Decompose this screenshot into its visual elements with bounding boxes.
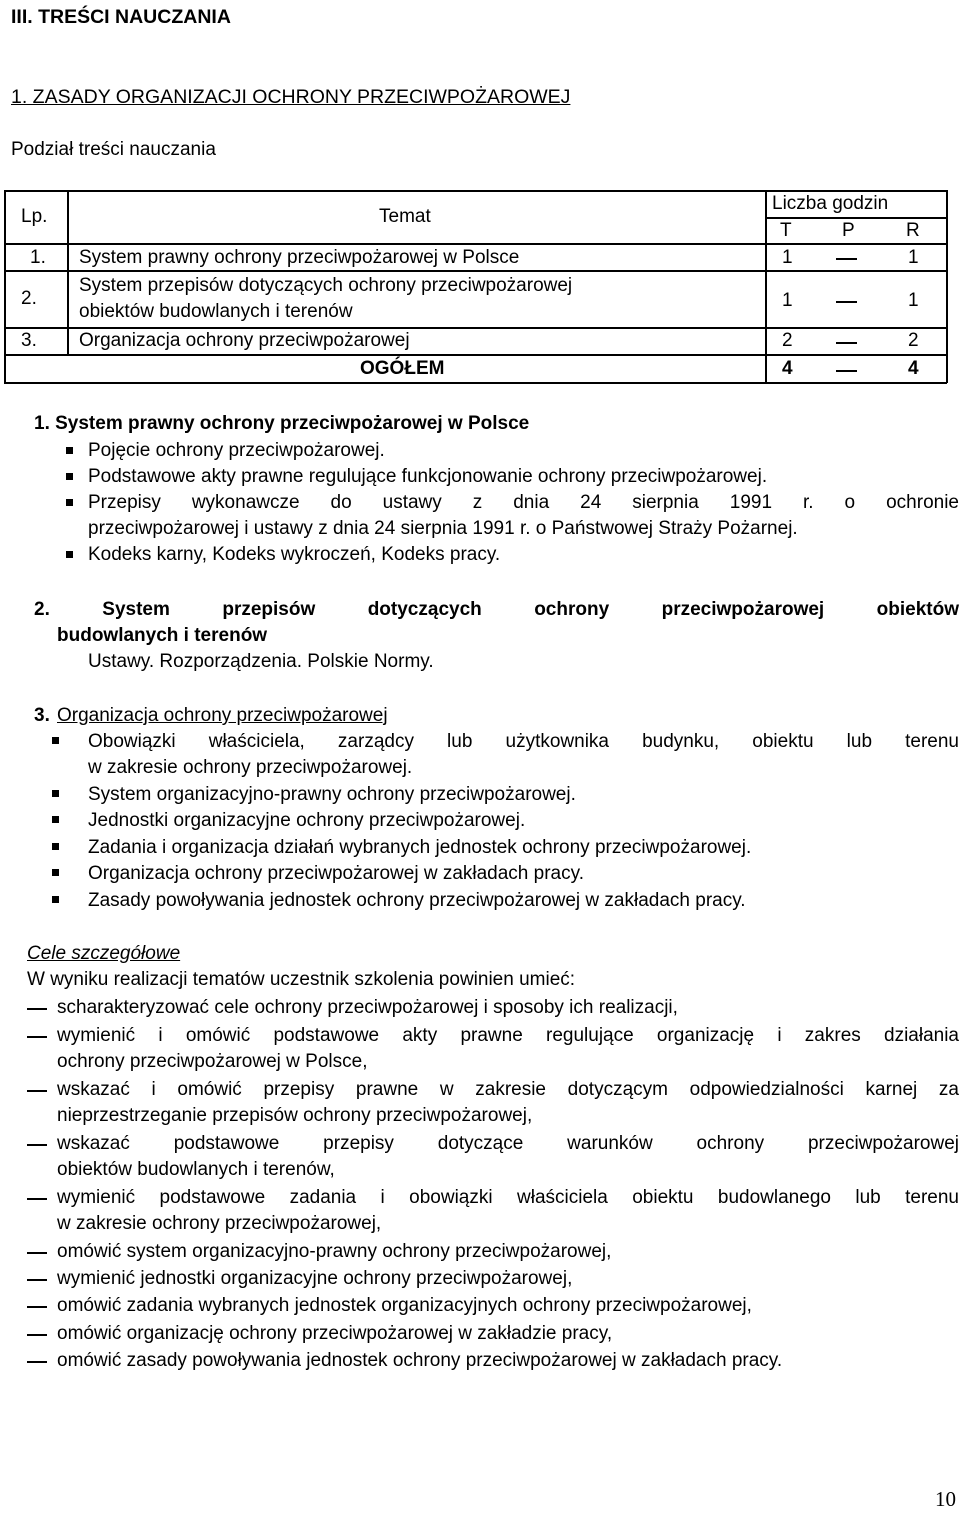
section2-title-continued: budowlanych i terenów bbox=[57, 625, 268, 646]
row2-lp: 2. bbox=[21, 288, 37, 309]
dash-bullet-icon bbox=[27, 1252, 47, 1254]
subtitle: Podział treści nauczania bbox=[11, 139, 216, 160]
goal-item: omówić organizację ochrony przeciwpożarowej w zakładzie pracy, bbox=[57, 1323, 613, 1344]
col-r-header: R bbox=[906, 220, 920, 241]
section2-title: 2. System przepisów dotyczących ochrony przeciwpożarowej obiektów bbox=[34, 599, 959, 620]
section2-text: Ustawy. Rozporządzenia. Polskie Normy. bbox=[88, 651, 434, 672]
row1-lp: 1. bbox=[30, 247, 46, 268]
section3-item: Zasady powoływania jednostek ochrony przeciwpożarowej w zakładach pracy. bbox=[88, 890, 746, 911]
col-p-header: P bbox=[842, 220, 855, 241]
dash-bullet-icon bbox=[27, 1334, 47, 1336]
row2-p-dash bbox=[836, 301, 857, 303]
goal-item: wymienić i omówić podstawowe akty prawne regulujące organizację i zakres działania bbox=[57, 1025, 959, 1046]
total-p-dash bbox=[836, 370, 857, 372]
col-t-header: T bbox=[780, 220, 792, 241]
section3-item-continued: w zakresie ochrony przeciwpożarowej. bbox=[88, 757, 413, 778]
row3-t: 2 bbox=[782, 330, 793, 351]
goal-item: wymienić podstawowe zadania i obowiązki właściciela obiektu budowlanego lub terenu bbox=[57, 1187, 959, 1208]
row1-r: 1 bbox=[908, 247, 919, 268]
section3-item: Zadania i organizacja działań wybranych jednostek ochrony przeciwpożarowej. bbox=[88, 837, 752, 858]
section3-item: System organizacyjno-prawny ochrony przeciwpożarowej. bbox=[88, 784, 576, 805]
chapter-heading: III. TREŚCI NAUCZANIA bbox=[11, 6, 231, 28]
col-hours-header: Liczba godzin bbox=[772, 193, 889, 214]
goal-item-continued: w zakresie ochrony przeciwpożarowej, bbox=[57, 1213, 382, 1234]
total-r: 4 bbox=[908, 358, 919, 379]
dash-bullet-icon bbox=[27, 1036, 47, 1038]
page-number: 10 bbox=[935, 1487, 956, 1511]
bullet-square-icon bbox=[66, 447, 73, 454]
row2-r: 1 bbox=[908, 290, 919, 311]
bullet-square-icon bbox=[52, 737, 59, 744]
section1-item: Pojęcie ochrony przeciwpożarowej. bbox=[88, 440, 385, 461]
row3-lp: 3. bbox=[21, 330, 37, 351]
total-t: 4 bbox=[782, 358, 793, 379]
row2-t: 1 bbox=[782, 290, 793, 311]
dash-bullet-icon bbox=[27, 1008, 47, 1010]
row3-r: 2 bbox=[908, 330, 919, 351]
goal-item: wymienić jednostki organizacyjne ochrony przeciwpożarowej, bbox=[57, 1268, 573, 1289]
goal-item: omówić system organizacyjno-prawny ochrony przeciwpożarowej, bbox=[57, 1241, 612, 1262]
section3-item: Obowiązki właściciela, zarządcy lub użytkownika budynku, obiektu lub terenu bbox=[88, 731, 959, 752]
bullet-square-icon bbox=[52, 896, 59, 903]
dash-bullet-icon bbox=[27, 1090, 47, 1092]
bullet-square-icon bbox=[52, 816, 59, 823]
goal-item: scharakteryzować cele ochrony przeciwpożarowej i sposoby ich realizacji, bbox=[57, 997, 678, 1018]
dash-bullet-icon bbox=[27, 1361, 47, 1363]
dash-bullet-icon bbox=[27, 1198, 47, 1200]
module-title: 1. ZASADY ORGANIZACJI OCHRONY PRZECIWPOŻAROWEJ bbox=[11, 86, 571, 108]
section3-item: Jednostki organizacyjne ochrony przeciwpożarowej. bbox=[88, 810, 526, 831]
hours-table bbox=[4, 190, 947, 383]
goal-item: omówić zadania wybranych jednostek organizacyjnych ochrony przeciwpożarowej, bbox=[57, 1295, 752, 1316]
goal-item-continued: ochrony przeciwpożarowej w Polsce, bbox=[57, 1051, 368, 1072]
goals-title: Cele szczegółowe bbox=[27, 943, 181, 964]
dash-bullet-icon bbox=[27, 1144, 47, 1146]
section1-item: Kodeks karny, Kodeks wykroczeń, Kodeks pracy. bbox=[88, 544, 501, 565]
section1-item: Podstawowe akty prawne regulujące funkcjonowanie ochrony przeciwpożarowej. bbox=[88, 466, 768, 487]
goals-intro: W wyniku realizacji tematów uczestnik szkolenia powinien umieć: bbox=[27, 969, 576, 990]
section1-title: 1. System prawny ochrony przeciwpożarowej w Polsce bbox=[34, 413, 530, 434]
goal-item-continued: obiektów budowlanych i terenów, bbox=[57, 1159, 335, 1180]
col-temat-header: Temat bbox=[379, 206, 431, 227]
bullet-square-icon bbox=[52, 790, 59, 797]
row3-p-dash bbox=[836, 342, 857, 344]
goal-item: omówić zasady powoływania jednostek ochrony przeciwpożarowej w zakładach pracy. bbox=[57, 1350, 783, 1371]
row3-temat: Organizacja ochrony przeciwpożarowej bbox=[79, 330, 410, 351]
goal-item: wskazać podstawowe przepisy dotyczące warunków ochrony przeciwpożarowej bbox=[57, 1133, 959, 1154]
row1-t: 1 bbox=[782, 247, 793, 268]
bullet-square-icon bbox=[66, 473, 73, 480]
row1-temat: System prawny ochrony przeciwpożarowej w Polsce bbox=[79, 247, 520, 268]
section3-title: Organizacja ochrony przeciwpożarowej bbox=[57, 705, 388, 726]
row1-p-dash bbox=[836, 258, 857, 260]
bullet-square-icon bbox=[66, 551, 73, 558]
section3-number: 3. bbox=[34, 705, 50, 726]
total-label: OGÓŁEM bbox=[360, 358, 445, 379]
bullet-square-icon bbox=[52, 843, 59, 850]
goal-item: wskazać i omówić przepisy prawne w zakresie dotyczącym odpowiedzialności karnej za bbox=[57, 1079, 959, 1100]
section1-item: Przepisy wykonawcze do ustawy z dnia 24 sierpnia 1991 r. o ochronie bbox=[88, 492, 959, 513]
section1-item-continued: przeciwpożarowej i ustawy z dnia 24 sierpnia 1991 r. o Państwowej Straży Pożarnej. bbox=[88, 518, 798, 539]
bullet-square-icon bbox=[52, 869, 59, 876]
col-lp-header: Lp. bbox=[21, 206, 48, 227]
dash-bullet-icon bbox=[27, 1306, 47, 1308]
bullet-square-icon bbox=[66, 499, 73, 506]
section3-item: Organizacja ochrony przeciwpożarowej w zakładach pracy. bbox=[88, 863, 584, 884]
row2-temat-line1: System przepisów dotyczących ochrony przeciwpożarowej bbox=[79, 275, 573, 296]
row2-temat-line2: obiektów budowlanych i terenów bbox=[79, 301, 353, 322]
dash-bullet-icon bbox=[27, 1279, 47, 1281]
goal-item-continued: nieprzestrzeganie przepisów ochrony przeciwpożarowej, bbox=[57, 1105, 533, 1126]
